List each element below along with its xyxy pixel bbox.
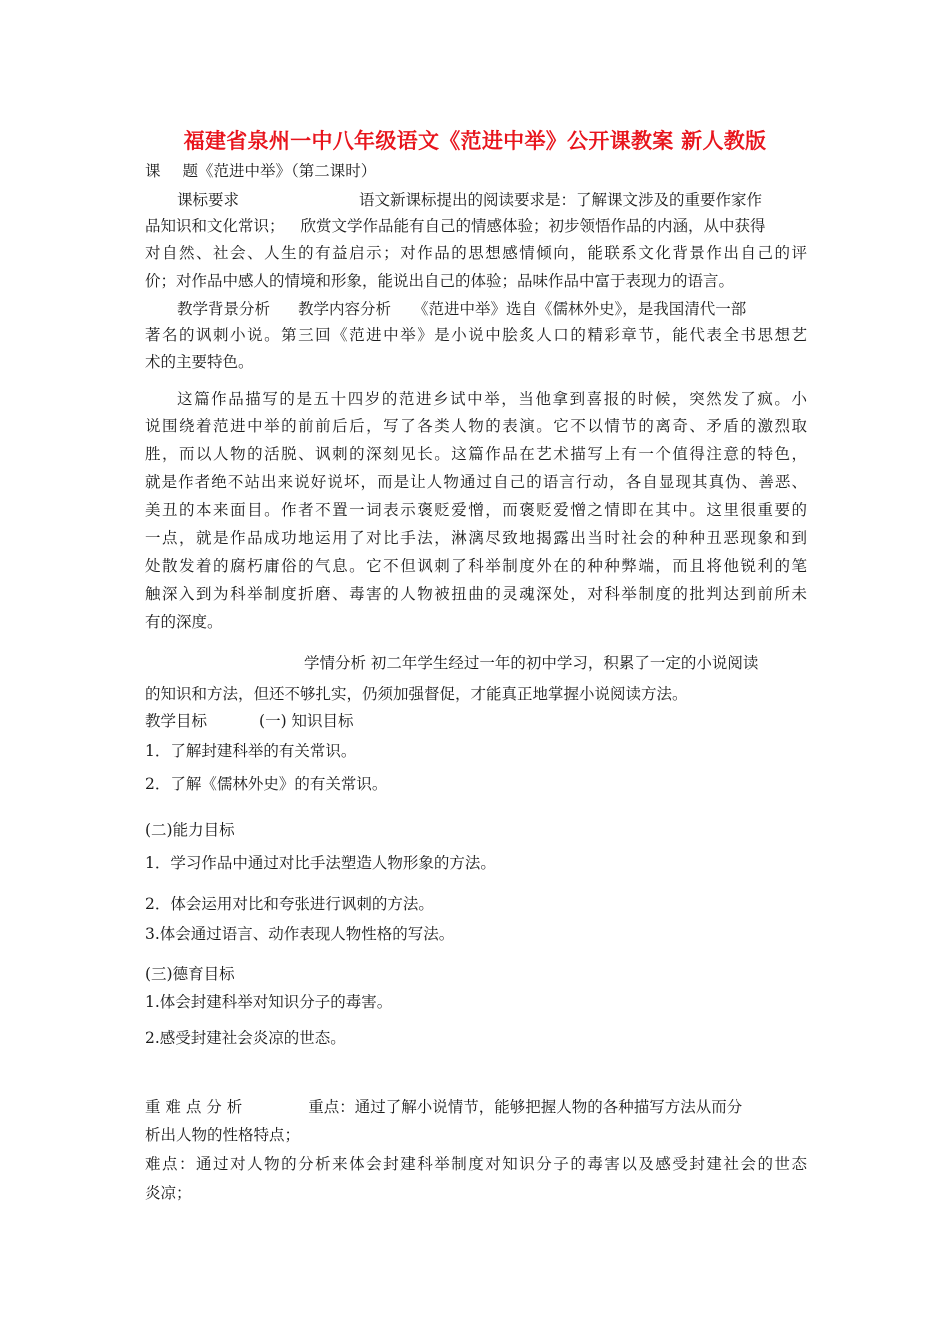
para-line-4: 就是作者绝不站出来说好说坏，而是让人物通过自己的语言行动，各自显现其真伪、善恶、 [145, 473, 807, 491]
para-line-6: 一点，就是作品成功地运用了对比手法，淋漓尽致地揭露出当时社会的种种丑恶现象和到 [145, 529, 807, 547]
difficult-line-1: 难点：通过对人物的分析来体会封建科举制度对知识分子的毒害以及感受封建社会的世态 [145, 1155, 807, 1173]
standard-line-1 [177, 189, 762, 211]
content-line-1 [177, 298, 746, 320]
goal2-heading: (二)能力目标 [145, 821, 235, 839]
standard-line-3: 对自然、社会、人生的有益启示；对作品的思想感情倾向，能联系文化背景作出自己的评 [145, 244, 807, 262]
para-line-1: 这篇作品描写的是五十四岁的范进乡试中举，当他拿到喜报的时候，突然发了疯。小 [177, 390, 807, 408]
content-line-3: 术的主要特色。 [145, 353, 254, 371]
goal2-item-2: 2．体会运用对比和夸张进行讽刺的方法。 [145, 895, 434, 913]
para-line-3: 胜，而以人物的活脱、讽刺的深刻见长。这篇作品在艺术描写上有一个值得注意的特色， [145, 445, 807, 463]
goal1-heading: (一) 知识目标 [259, 712, 354, 730]
difficult-line-2: 炎凉； [145, 1184, 192, 1202]
course-title-line [145, 160, 376, 182]
goal1-item-2: 2．了解《儒林外史》的有关常识。 [145, 775, 388, 793]
key-label: 重 难 点 分 析 [145, 1098, 243, 1116]
key-line-1 [145, 1096, 742, 1118]
course-value: 《范进中举》（第二课时） [198, 162, 377, 180]
document-title: 福建省泉州一中八年级语文《范进中举》公开课教案 新人教版 [183, 129, 767, 153]
goals-label: 教学目标 [145, 712, 208, 730]
course-label-2: 题 [182, 162, 199, 180]
key-text-1: 重点：通过了解小说情节，能够把握人物的各种描写方法从而分 [308, 1098, 743, 1116]
goal1-item-1: 1．了解封建科举的有关常识。 [145, 742, 357, 760]
goal2-item-1: 1．学习作品中通过对比手法塑造人物形象的方法。 [145, 854, 496, 872]
standard-text-1: 语文新课标提出的阅读要求是：了解课文涉及的重要作家作 [359, 191, 763, 209]
content-text-1: 《范进中举》选自《儒林外史》，是我国清代一部 [413, 300, 747, 318]
para-line-8: 触深入到为科举制度折磨、毒害的人物被扭曲的灵魂深处，对科举制度的批判达到前所未 [145, 585, 807, 603]
standard-label: 课标要求 [177, 191, 240, 209]
standard-text-2: 品知识和文化常识； [145, 217, 285, 235]
course-label: 课 [145, 162, 161, 180]
para-line-5: 美丑的本来面目。作者不置一词表示褒贬爱憎，而褒贬爱憎之情即在其中。这里很重要的 [145, 501, 807, 519]
content-label: 教学内容分析 [298, 300, 392, 318]
para-line-7: 处散发着的腐朽庸俗的气息。它不但讽刺了科举制度外在的种种弊端，而且将他锐利的笔 [145, 557, 807, 575]
students-line-1: 学情分析 初二年学生经过一年的初中学习，积累了一定的小说阅读 [304, 654, 759, 672]
goals-header-line [145, 710, 354, 732]
goal3-heading: (三)德育目标 [145, 965, 235, 983]
students-line-2: 的知识和方法，但还不够扎实，仍须加强督促，才能真正地掌握小说阅读方法。 [145, 685, 688, 703]
goal2-item-3: 3.体会通过语言、动作表现人物性格的写法。 [145, 925, 455, 943]
goal3-item-1: 1.体会封建科举对知识分子的毒害。 [145, 993, 393, 1011]
para-line-9: 有的深度。 [145, 613, 223, 631]
background-label: 教学背景分析 [177, 300, 271, 318]
para-line-2: 说围绕着范进中举的前前后后，写了各类人物的表演。它不以情节的离奇、矛盾的激烈取 [145, 417, 807, 435]
content-line-2: 著名的讽刺小说。第三回《范进中举》是小说中脍炙人口的精彩章节，能代表全书思想艺 [145, 326, 807, 344]
goal3-item-2: 2.感受封建社会炎凉的世态。 [145, 1029, 346, 1047]
standard-line-4: 价；对作品中感人的情境和形象，能说出自己的体验；品味作品中富于表现力的语言。 [145, 272, 735, 290]
standard-text-3: 欣赏文学作品能有自己的情感体验；初步领悟作品的内涵，从中获得 [300, 217, 766, 235]
key-line-2: 析出人物的性格特点； [145, 1126, 301, 1144]
standard-line-2 [145, 215, 766, 237]
